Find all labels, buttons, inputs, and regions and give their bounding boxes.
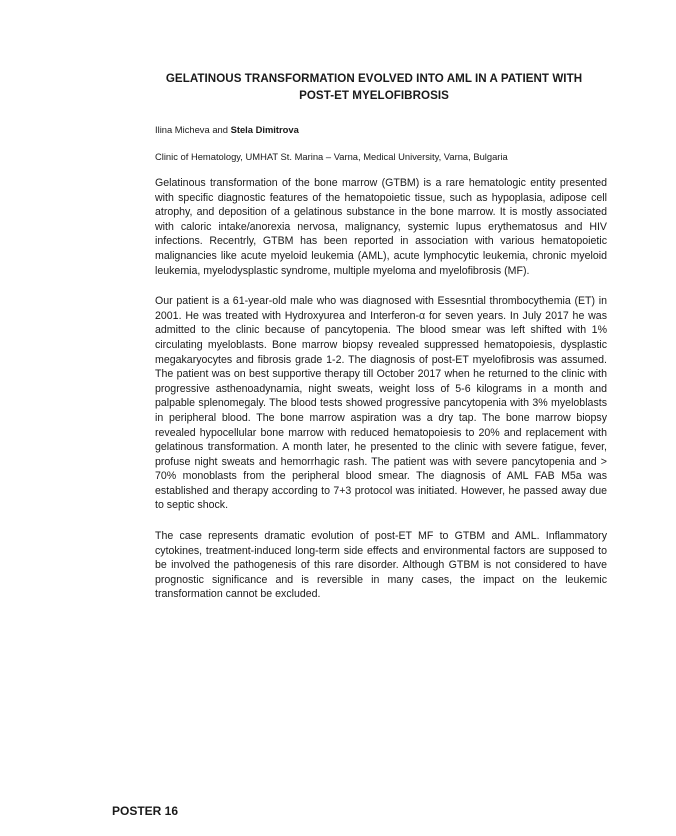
author-name: Ilina Micheva — [155, 124, 210, 135]
abstract-body — [155, 176, 607, 618]
author-list — [155, 123, 299, 136]
abstract-title: GELATINOUS TRANSFORMATION EVOLVED INTO AML IN A PATIENT WITH POST-ET MYELOFIBROSIS — [165, 72, 583, 102]
presenting-author-name: Stela Dimitrova — [230, 124, 299, 135]
abstract-paragraph-background: Gelatinous transformation of the bone marrow (GTBM) is a rare hematologic entity presented with specific diagnostic features of the hematopoietic tissue, such as hypoplasia, adipose cell atrophy, and deposition of a gelatinous substance in the bone marrow. It is mostly associated with caloric intake/anorexia nervosa, malignancy, systemic lupus erythematosus and HIV infections. Recentrly, GTBM has been reported in association with various hematopoietic malignancies like acute myeloid leukemia (AML), acute lymphocytic leukemia, chronic myeloid leukemia, myelodysplastic syndrome, multiple myeloma and myelofibrosis (MF). — [155, 177, 607, 277]
abstract-paragraph-conclusion: The case represents dramatic evolution of post-ET MF to GTBM and AML. Inflammatory cytokines, treatment-induced long-term side effects and environmental factors are supposed to be involved the pathogenesis of this rare disorder. Although GTBM is not considered to have prognostic significance and is reversible in many cases, the impact on the leukemic transformation cannot be excluded. — [155, 530, 607, 601]
abstract-paragraph-case: Our patient is a 61-year-old male who was diagnosed with Essesntial thrombocythemia (ET) in 2001. He was treated with Hydroxyurea and Interferon-α for seven years. In July 2017 he was admitted to the clinic because of pancytopenia. The blood smear was left shifted with 1% circulating myeloblasts. Bone marrow biopsy revealed suppressed hematopoiesis, dysplastic megakaryocytes and fibrosis grade 1-2. The diagnosis of post-ET myelofibrosis was assumed. The patient was on best supportive therapy till October 2017 when he returned to the clinic with progressive asthenoadynamia, night sweats, weight loss of 5-6 kilograms in a month and palpable splenomegaly. The blood tests showed progressive pancytopenia with 3% myeloblasts in peripheral blood. The bone marrow aspiration was a dry tap. The bone marrow biopsy revealed hypocellular bone marrow with reduced hematopoiesis to 20% and replacement with gelatinous transformation. A month later, he presented to the clinic with severe fatigue, fever, profuse night sweats and hemorrhagic rash. The patient was with severe pancytopenia and > 70% monoblasts from the peripheral blood smear. The diagnosis of AML FAB M5a was established and therapy according to 7+3 protocol was initiated. However, he passed away due to septic shock. — [155, 295, 607, 512]
poster-number: POSTER 16 — [112, 804, 179, 818]
author-separator: and — [209, 124, 231, 135]
affiliation: Clinic of Hematology, UMHAT St. Marina – Varna, Medical University, Varna, Bulgaria — [155, 151, 508, 162]
